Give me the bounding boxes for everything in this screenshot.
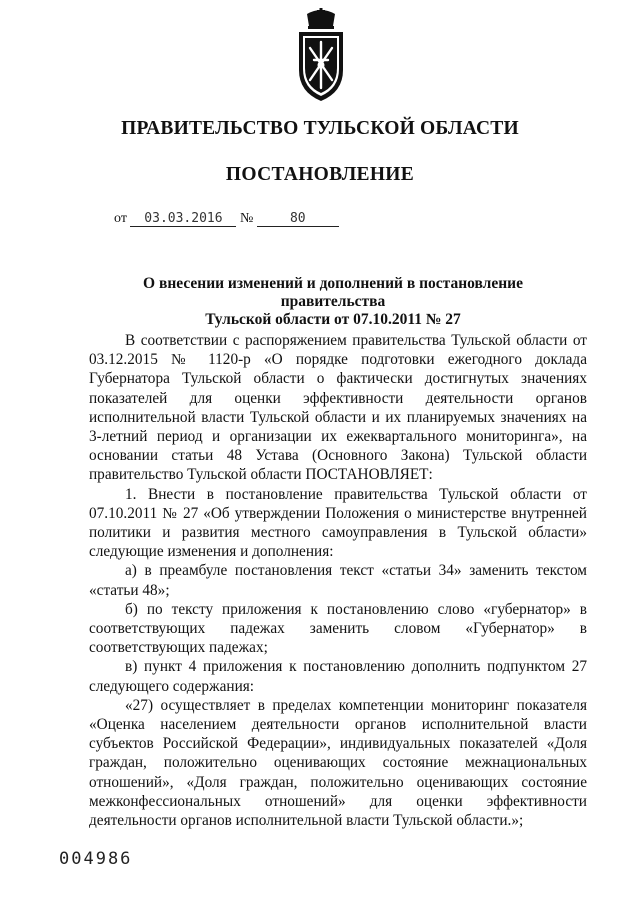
document-title (90, 275, 576, 329)
subitem-a-paragraph: а) в преамбуле постановления текст «статьи 34» заменить текстом «статьи 48»; (89, 562, 587, 599)
date-number-line (114, 211, 339, 227)
date-label: от (114, 211, 127, 226)
document-type: ПОСТАНОВЛЕНИЕ (225, 164, 415, 185)
document-number: 80 (257, 211, 339, 227)
item-1-paragraph: 1. Внести в постановление правительства Тульской области от 07.10.2011 № 27 «Об утверждении Положения о министерстве внутренней политики и развития местного самоуправления в Тульской области» следующие изменения и дополнения: (89, 485, 587, 561)
subitem-27-paragraph: «27) осуществляет в пределах компетенции мониторинг показателя «Оценка населением деятельности органов исполнительной власти субъектов Российской Федерации», индивидуальных показателей «Доля граждан, положительно оценивающих состояние межнациональных отношений», «Доля граждан, положительно оценивающих состояние межконфессиональных отношений» для оценки эффективности деятельности органов исполнительной власти Тульской области.»; (89, 696, 587, 830)
organization-name: ПРАВИТЕЛЬСТВО ТУЛЬСКОЙ ОБЛАСТИ (121, 118, 519, 139)
tula-coat-of-arms-icon (293, 8, 349, 104)
preamble-paragraph: В соответствии с распоряжением правительства Тульской области от 03.12.2015 № 1120-р «О порядке подготовки ежегодного доклада Губернатора Тульской области о фактически достигнутых значениях показателей для оценки эффективности деятельности органов исполнительной власти Тульской области и их планируемых значениях на 3-летний период и организации их ежеквартального мониторинга», на основании статьи 48 Устава (Основного Закона) Тульской области правительство Тульской области ПОСТАНОВЛЯЕТ: (89, 332, 587, 484)
document-body (89, 331, 587, 830)
title-line-1: О внесении изменений и дополнений в постановление правительства (143, 275, 523, 310)
number-label: № (239, 211, 254, 226)
subitem-v-paragraph: в) пункт 4 приложения к постановлению дополнить подпунктом 27 следующего содержания: (89, 658, 587, 695)
title-line-2: Тульской области от 07.10.2011 № 27 (205, 311, 461, 328)
subitem-b-paragraph: б) по тексту приложения к постановлению слово «губернатор» в соответствующих падежах заменить словом «Губернатор» в соответствующих падежах; (89, 600, 587, 657)
serial-stamp: 004986 (59, 849, 133, 869)
document-date: 03.03.2016 (130, 211, 236, 227)
